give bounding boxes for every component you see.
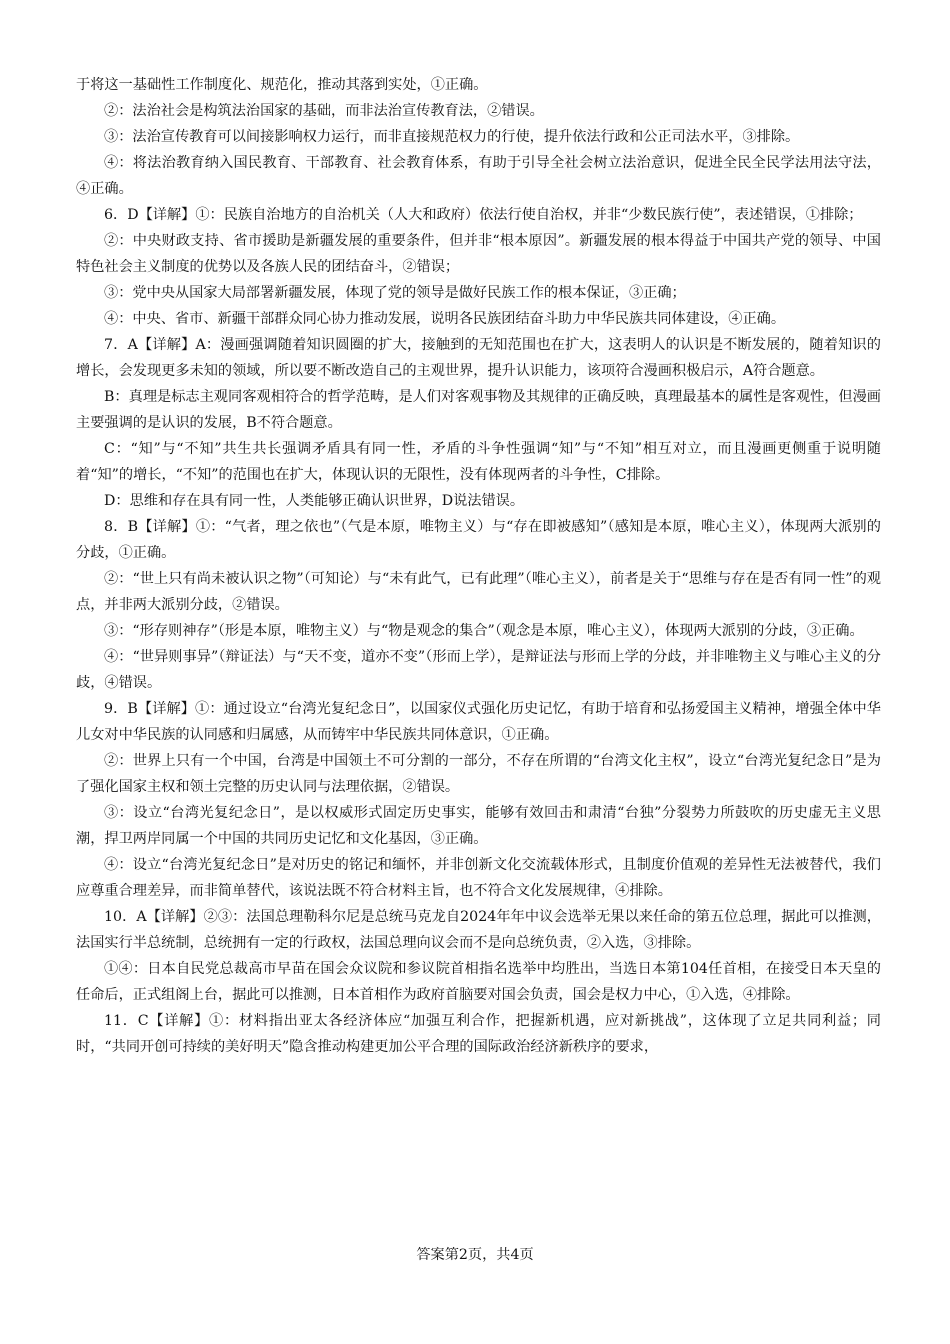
- question-7-answer: 7．A【详解】A：漫画强调随着知识圆圈的扩大，接触到的无知范围也在扩大，这表明人的认识是不断发展的，随着知识的增长，会发现更多未知的领域，所以要不断改造自己的主观世界，提升认识能力，该项符合漫画积极启示，A符合题意。: [76, 337, 881, 379]
- paragraph: ②：“世上只有尚未被认识之物”（可知论）与“未有此气，已有此理”（唯心主义），前者是关于“思维与存在是否有同一性”的观点，并非两大派别分歧，②错误。: [76, 571, 881, 613]
- paragraph: ①④：日本自民党总裁高市早苗在国会众议院和参议院首相指名选举中均胜出，当选日本第104任首相，在接受日本天皇的任命后，正式组阁上台，据此可以推测，日本首相作为政府首脑要对国会负责，国会是权力中心，①入选，④排除。: [76, 961, 881, 1003]
- question-10-answer: 10．A【详解】②③：法国总理勒科尔尼是总统马克龙自2024年年中议会选举无果以来任命的第五位总理，据此可以推测，法国实行半总统制，总统拥有一定的行政权，法国总理向议会而不是向总统负责，②入选，③排除。: [76, 909, 881, 951]
- paragraph: C：“知”与“不知”共生共长强调矛盾具有同一性，矛盾的斗争性强调“知”与“不知”相互对立，而且漫画更侧重于说明随着“知”的增长，“不知”的范围也在扩大，体现认识的无限性，没有体现两者的斗争性，C排除。: [76, 441, 881, 483]
- paragraph: D：思维和存在具有同一性，人类能够正确认识世界，D说法错误。: [104, 493, 525, 509]
- page-footer: 答案第2页，共4页: [416, 1247, 534, 1263]
- question-6-answer: 6．D【详解】①：民族自治地方的自治机关（人大和政府）依法行使自治权，并非“少数民族行使”，表述错误，①排除；: [104, 207, 863, 223]
- paragraph: ③：党中央从国家大局部署新疆发展，体现了党的领导是做好民族工作的根本保证，③正确；: [104, 285, 686, 301]
- paragraph: 于将这一基础性工作制度化、规范化，推动其落到实处，①正确。: [76, 77, 488, 93]
- paragraph: ④：中央、省市、新疆干部群众同心协力推动发展，说明各民族团结奋斗助力中华民族共同体建设，④正确。: [104, 311, 786, 327]
- paragraph: ③：“形存则神存”（形是本原，唯物主义）与“物是观念的集合”（观念是本原，唯心主义），体现两大派别的分歧，③正确。: [104, 623, 864, 639]
- paragraph: ③：设立“台湾光复纪念日”，是以权威形式固定历史事实，能够有效回击和肃清“台独”分裂势力所鼓吹的历史虚无主义思潮，捍卫两岸同属一个中国的共同历史记忆和文化基因，③正确。: [76, 805, 881, 847]
- paragraph: ③：法治宣传教育可以间接影响权力运行，而非直接规范权力的行使，提升依法行政和公正司法水平，③排除。: [104, 129, 800, 145]
- paragraph: ④：设立“台湾光复纪念日”是对历史的铭记和缅怀，并非创新文化交流载体形式，且制度价值观的差异性无法被替代，我们应尊重合理差异，而非简单替代，该说法既不符合材料主旨，也不符合文化发展规律，④排除。: [76, 857, 881, 899]
- question-8-answer: 8．B【详解】①：“气者，理之依也”（气是本原，唯物主义）与“存在即被感知”（感知是本原，唯心主义），体现两大派别的分歧，①正确。: [76, 519, 881, 561]
- paragraph: ②：世界上只有一个中国，台湾是中国领土不可分割的一部分，不存在所谓的“台湾文化主权”，设立“台湾光复纪念日”是为了强化国家主权和领土完整的历史认同与法理依据，②错误。: [76, 753, 881, 795]
- paragraph: B：真理是标志主观同客观相符合的哲学范畴，是人们对客观事物及其规律的正确反映，真理最基本的属性是客观性，但漫画主要强调的是认识的发展，B不符合题意。: [76, 389, 881, 431]
- paragraph: ④：将法治教育纳入国民教育、干部教育、社会教育体系，有助于引导全社会树立法治意识，促进全民全民学法用法守法，④正确。: [76, 155, 881, 197]
- document-body: [76, 72, 881, 1060]
- paragraph: ④：“世异则事异”（辩证法）与“天不变，道亦不变”（形而上学），是辩证法与形而上学的分歧，并非唯物主义与唯心主义的分歧，④错误。: [76, 649, 881, 691]
- paragraph: ②：法治社会是构筑法治国家的基础，而非法治宣传教育法，②错误。: [104, 103, 544, 119]
- question-11-answer: 11．C【详解】①：材料指出亚太各经济体应“加强互利合作，把握新机遇，应对新挑战”，这体现了立足共同利益；同时，“共同开创可持续的美好明天”隐含推动构建更加公平合理的国际政治经济新秩序的要求，: [76, 1013, 881, 1055]
- question-9-answer: 9．B【详解】①：通过设立“台湾光复纪念日”，以国家仪式强化历史记忆，有助于培育和弘扬爱国主义精神，增强全体中华儿女对中华民族的认同感和归属感，从而铸牢中华民族共同体意识，①正确。: [76, 701, 881, 743]
- paragraph: ②：中央财政支持、省市援助是新疆发展的重要条件，但并非“根本原因”。新疆发展的根本得益于中国共产党的领导、中国特色社会主义制度的优势以及各族人民的团结奋斗，②错误；: [76, 233, 881, 275]
